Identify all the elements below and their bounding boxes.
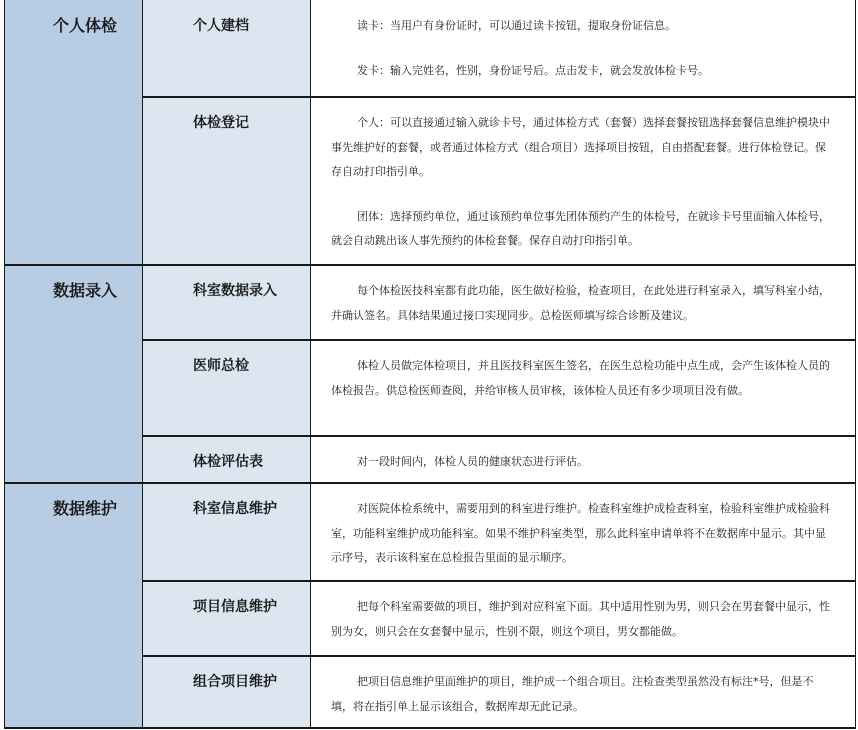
feature-cell: [142, 483, 311, 581]
row-divider: [142, 435, 855, 437]
section-divider: [5, 482, 855, 484]
description-paragraph: 个人：可以直接通过输入就诊卡号，通过体检方式（套餐）选择套餐按钮选择套餐信息维护模块中事先维护好的套餐，或者通过体检方式（组合项目）选择项目按钮，自由搭配套餐。进行体检登记。保存自动打印指引单。: [331, 116, 830, 178]
description-paragraph: 把每个科室需要做的项目，维护到对应科室下面。其中适用性别为男，则只会在男套餐中显示，性别为女，则只会在女套餐中显示，性别不限，则这个项目，男女都能做。: [331, 600, 830, 638]
description-paragraph: 每个体检医技科室都有此功能，医生做好检验，检查项目，在此处进行科室录入，填写科室小结，并确认签名。具体结果通过接口实现同步。总检医师填写综合诊断及建议。: [331, 284, 830, 322]
feature-cell: [142, 340, 311, 436]
row-divider: [142, 96, 855, 98]
feature-label: 项目信息维护: [193, 599, 277, 615]
feature-label: 个人建档: [193, 18, 249, 34]
description-text: [331, 497, 831, 571]
description-paragraph: 对医院体检系统中，需要用到的科室进行维护。检查科室维护成检查科室，检验科室维护成检验科室，功能科室维护成功能科室。如果不维护科室类型，那么此科室申请单将不在数据库中显示。其中显示序号，表示该科室在总检报告里面的显示顺序。: [331, 502, 830, 564]
table-bottom-border: [5, 727, 855, 729]
description-cell: [311, 581, 855, 656]
feature-label: 科室信息维护: [193, 501, 277, 517]
feature-cell: [142, 0, 311, 97]
feature-label: 体检评估表: [193, 454, 263, 470]
category-cell: [5, 265, 142, 483]
feature-cell: [142, 436, 311, 483]
feature-cell: [142, 97, 311, 265]
category-label: 个人体检: [53, 16, 118, 35]
row-divider: [142, 339, 855, 341]
description-cell: [311, 483, 855, 581]
feature-cell: [142, 581, 311, 656]
feature-table: [4, 0, 856, 729]
description-cell: [311, 97, 855, 265]
description-paragraph: 读卡：当用户有身份证时，可以通过读卡按钮，提取身份证信息。: [357, 19, 676, 32]
description-cell: [311, 656, 855, 729]
description-paragraph: 团体：选择预约单位，通过该预约单位事先团体预约产生的体检号，在就诊卡号里面输入体检号，就会自动跳出该人事先预约的体检套餐。保存自动打印指引单。: [331, 209, 830, 247]
description-paragraph: 发卡：输入完姓名，性别，身份证号后。点击发卡，就会发放体检卡号。: [357, 63, 709, 77]
description-text: [331, 354, 831, 403]
description-text: [331, 450, 831, 475]
description-text: [331, 279, 831, 328]
description-text: [331, 670, 831, 719]
description-text: [331, 595, 831, 644]
category-cell: [5, 0, 142, 265]
description-text: [331, 111, 831, 254]
description-cell: [311, 265, 855, 340]
feature-label: 组合项目维护: [193, 674, 277, 690]
feature-label: 体检登记: [193, 115, 249, 131]
feature-cell: [142, 656, 311, 729]
description-cell: [311, 340, 855, 436]
section-divider: [5, 264, 855, 266]
row-divider: [142, 655, 855, 657]
description-cell: [311, 436, 855, 483]
category-label: 数据录入: [53, 281, 118, 300]
description-cell: [311, 0, 855, 97]
category-label: 数据维护: [53, 499, 118, 518]
category-cell: [5, 483, 142, 729]
description-paragraph: 对一段时间内，体检人员的健康状态进行评估。: [357, 455, 588, 468]
feature-label: 医师总检: [193, 358, 249, 374]
feature-cell: [142, 265, 311, 340]
description-paragraph: 把项目信息维护里面维护的项目，维护成一个组合项目。注检查类型虽然没有标注*号，但是不填，将在指引单上显示该组合，数据库却无此记录。: [331, 675, 814, 713]
description-paragraph: 体检人员做完体检项目，并且医技科室医生签名，在医生总检功能中点生成，会产生该体检人员的体检报告。供总检医师查阅，并给审核人员审核，该体检人员还有多少项项目没有做。: [331, 359, 830, 397]
description-text: [331, 14, 831, 83]
row-divider: [142, 580, 855, 582]
feature-label: 科室数据录入: [193, 283, 277, 299]
